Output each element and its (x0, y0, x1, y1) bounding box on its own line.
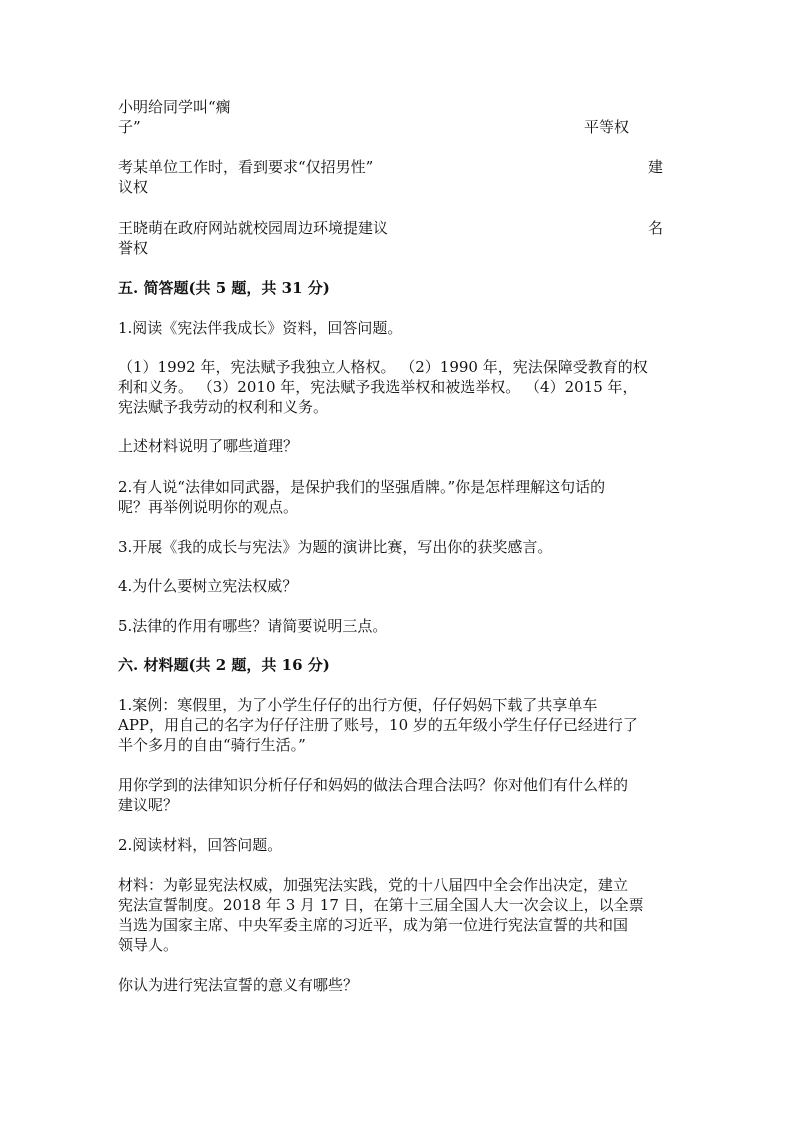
matching-item-3 (118, 218, 666, 258)
section5-q2-line: 呢？再举例说明你的观点。 (118, 498, 299, 516)
matching-item-2 (118, 157, 666, 197)
section5-q1-ask: 上述材料说明了哪些道理？ (118, 437, 299, 455)
section6-q1-line: 半个多月的自由“骑行生活。” (118, 736, 306, 754)
section5-q1-material-line: 宪法赋予我劳动的权利和义务。 (118, 398, 329, 416)
matching-item-1-line2: 子” (118, 118, 141, 136)
section5-q2-line: 2.有人说“法律如同武器，是保护我们的坚强盾牌。”你是怎样理解这句话的 (118, 478, 606, 496)
section6-q2-ask: 你认为进行宪法宣誓的意义有哪些？ (118, 976, 359, 994)
section6-q1-line: APP，用自己的名字为仔仔注册了账号，10 岁的五年级小学生仔仔已经进行了 (118, 716, 638, 734)
section6-q1 (118, 695, 666, 755)
matching-item-1-line1: 小明给同学叫“瘸 (118, 98, 231, 116)
matching-item-2-line1: 考某单位工作时，看到要求“仅招男性” (118, 158, 374, 176)
section6-title: 六. 材料题(共 2 题，共 16 分) (118, 656, 330, 674)
section5-q1-material (118, 357, 666, 417)
section6-q1-ask-line: 用你学到的法律知识分析仔仔和妈妈的做法合理合法吗？你对他们有什么样的 (118, 776, 629, 794)
section6-q2-material-line: 领导人。 (118, 936, 179, 954)
section6-q2-material (118, 875, 666, 955)
section5-title: 五. 简答题(共 5 题，共 31 分) (118, 279, 330, 297)
section6-q1-ask-line: 建议呢？ (118, 796, 179, 814)
section5-q3: 3.开展《我的成长与宪法》为题的演讲比赛，写出你的获奖感言。 (118, 538, 553, 556)
matching-option-3: 名 (648, 219, 664, 237)
section6-q2: 2.阅读材料，回答问题。 (118, 836, 283, 854)
section5-q4: 4.为什么要树立宪法权威？ (118, 577, 298, 595)
matching-option-1: 平等权 (584, 118, 630, 136)
section5-q1: 1.阅读《宪法伴我成长》资料，回答问题。 (118, 319, 403, 337)
matching-item-3-line1: 王晓萌在政府网站就校园周边环境提建议 (118, 219, 389, 237)
section6-q2-material-line: 材料：为彰显宪法权威，加强宪法实践，党的十八届四中全会作出决定，建立 (118, 876, 629, 894)
section6-q2-material-line: 当选为国家主席、中央军委主席的习近平，成为第一位进行宪法宣誓的共和国 (118, 916, 629, 934)
matching-item-3-line2: 誉权 (118, 239, 149, 257)
section6-q1-ask (118, 775, 666, 815)
section5-q2 (118, 477, 666, 517)
section5-q1-material-line: （1）1992 年，宪法赋予我独立人格权。 （2）1990 年，宪法保障受教育的权 (118, 358, 648, 376)
section6-q2-material-line: 宪法宣誓制度。2018 年 3 月 17 日，在第十三届全国人大一次会议上，以全票 (118, 896, 644, 914)
matching-option-2: 建 (648, 158, 664, 176)
section5-q5: 5.法律的作用有哪些？请简要说明三点。 (118, 617, 388, 635)
matching-item-2-line2: 议权 (118, 178, 149, 196)
section5-q1-material-line: 利和义务。 （3）2010 年，宪法赋予我选举权和被选举权。 （4）2015 年， (118, 378, 638, 396)
section6-q1-line: 1.案例：寒假里，为了小学生仔仔的出行方便，仔仔妈妈下载了共享单车 (118, 696, 598, 714)
